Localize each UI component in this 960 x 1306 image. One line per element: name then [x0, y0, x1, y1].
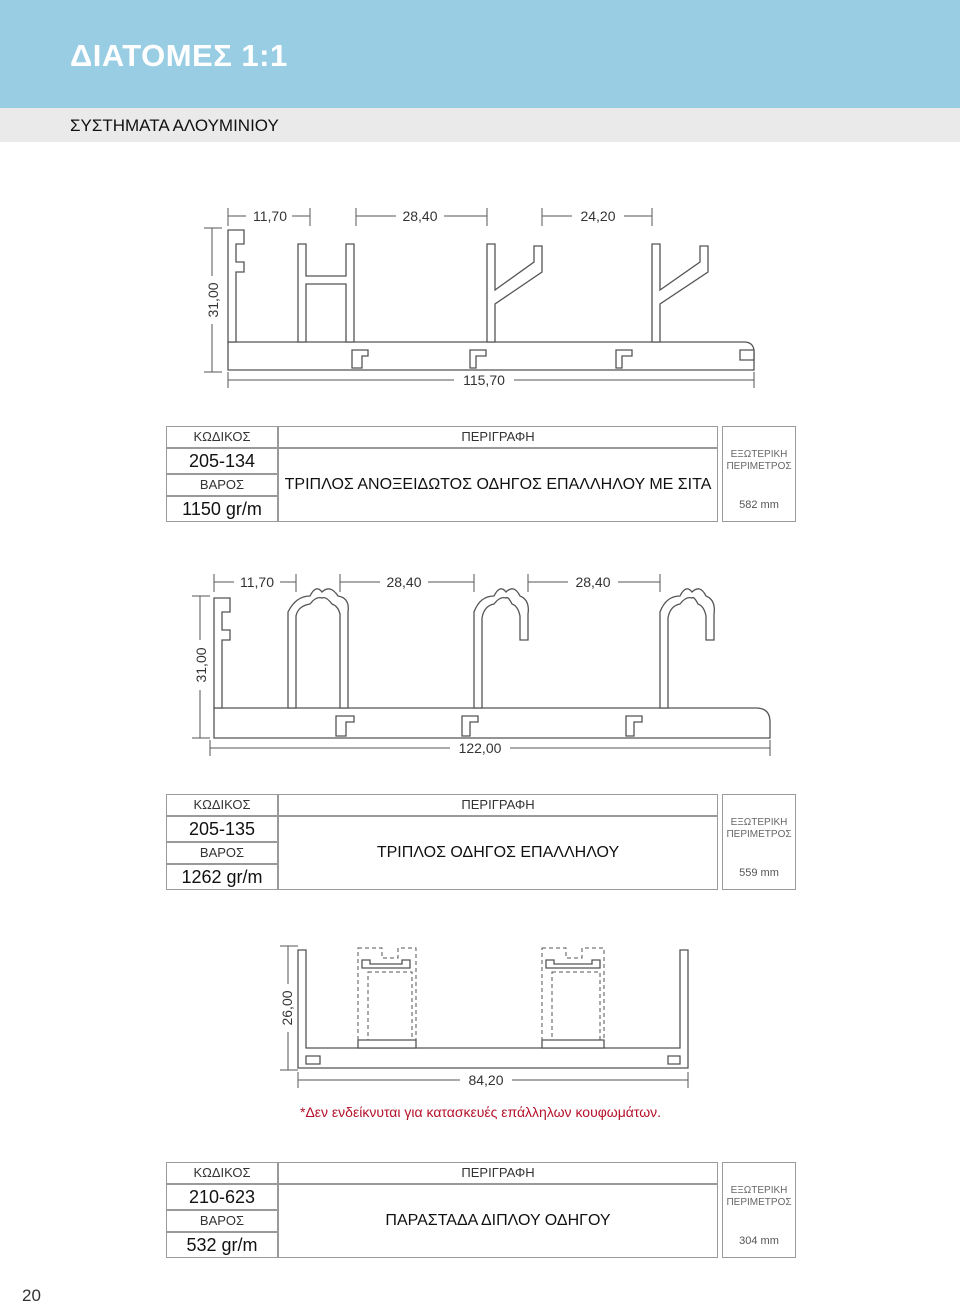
- dim-height: 31,00: [205, 282, 221, 318]
- weight-value: 532 gr/m: [166, 1232, 278, 1258]
- profile-outline-205-134: [228, 230, 754, 370]
- weight-value: 1262 gr/m: [166, 864, 278, 890]
- perimeter-box: [722, 426, 796, 522]
- perimeter-label-2: ΠΕΡΙΜΕΤΡΟΣ: [726, 1197, 792, 1208]
- perimeter-label-1: ΕΞΩΤΕΡΙΚΗ: [730, 1185, 788, 1196]
- profile-drawing-205-134: [0, 0, 960, 420]
- code-value: 205-135: [166, 816, 278, 842]
- dim-top-3: 28,40: [575, 574, 611, 590]
- spec-table-205-134: [166, 426, 796, 520]
- description-label: ΠΕΡΙΓΡΑΦΗ: [278, 426, 718, 448]
- weight-label: ΒΑΡΟΣ: [166, 474, 278, 496]
- dim-width: 115,70: [463, 372, 505, 388]
- perimeter-label-2: ΠΕΡΙΜΕΤΡΟΣ: [726, 461, 792, 472]
- code-label: ΚΩΔΙΚΟΣ: [166, 426, 278, 448]
- perimeter-value: 582 mm: [739, 499, 779, 511]
- perimeter-value: 304 mm: [739, 1235, 779, 1247]
- code-value: 210-623: [166, 1184, 278, 1210]
- dim-top-2: 28,40: [402, 208, 438, 224]
- perimeter-value: 559 mm: [739, 867, 779, 879]
- spec-table-205-135: [166, 794, 796, 888]
- dim-height: 26,00: [279, 990, 295, 1026]
- profile-outline-210-623: [298, 948, 688, 1068]
- perimeter-label-1: ΕΞΩΤΕΡΙΚΗ: [730, 817, 788, 828]
- profile-outline-205-135: [214, 589, 770, 738]
- dim-top-2: 28,40: [386, 574, 422, 590]
- description-label: ΠΕΡΙΓΡΑΦΗ: [278, 1162, 718, 1184]
- warning-note: *Δεν ενδείκνυται για κατασκευές επάλληλων κουφωμάτων.: [300, 1104, 662, 1120]
- profile-drawing-205-135: [0, 560, 960, 780]
- spec-table-210-623: [166, 1162, 796, 1256]
- dim-width: 84,20: [468, 1072, 504, 1088]
- perimeter-box: [722, 794, 796, 890]
- page-number: 20: [22, 1286, 41, 1305]
- code-value: 205-134: [166, 448, 278, 474]
- dim-top-1: 11,70: [253, 208, 287, 224]
- profile-drawing-210-623: [0, 936, 960, 1096]
- weight-label: ΒΑΡΟΣ: [166, 842, 278, 864]
- weight-value: 1150 gr/m: [166, 496, 278, 522]
- perimeter-box: [722, 1162, 796, 1258]
- page-title: ΔΙΑΤΟΜΕΣ 1:1: [70, 38, 288, 73]
- section-subtitle: ΣΥΣΤΗΜΑΤΑ ΑΛΟΥΜΙΝΙΟΥ: [70, 116, 279, 135]
- dim-width: 122,00: [458, 740, 502, 756]
- weight-label: ΒΑΡΟΣ: [166, 1210, 278, 1232]
- code-label: ΚΩΔΙΚΟΣ: [166, 1162, 278, 1184]
- perimeter-label-2: ΠΕΡΙΜΕΤΡΟΣ: [726, 829, 792, 840]
- description-label: ΠΕΡΙΓΡΑΦΗ: [278, 794, 718, 816]
- description-value: ΠΑΡΑΣΤΑΔΑ ΔΙΠΛΟΥ ΟΔΗΓΟΥ: [278, 1184, 718, 1258]
- perimeter-label-1: ΕΞΩΤΕΡΙΚΗ: [730, 449, 788, 460]
- dim-top-1: 11,70: [240, 574, 274, 590]
- description-value: ΤΡΙΠΛΟΣ ΑΝΟΞΕΙΔΩΤΟΣ ΟΔΗΓΟΣ ΕΠΑΛΛΗΛΟΥ ΜΕ ΣΙΤΑ: [278, 448, 718, 522]
- dim-height: 31,00: [193, 647, 209, 683]
- description-value: ΤΡΙΠΛΟΣ ΟΔΗΓΟΣ ΕΠΑΛΛΗΛΟΥ: [278, 816, 718, 890]
- code-label: ΚΩΔΙΚΟΣ: [166, 794, 278, 816]
- dim-top-3: 24,20: [580, 208, 616, 224]
